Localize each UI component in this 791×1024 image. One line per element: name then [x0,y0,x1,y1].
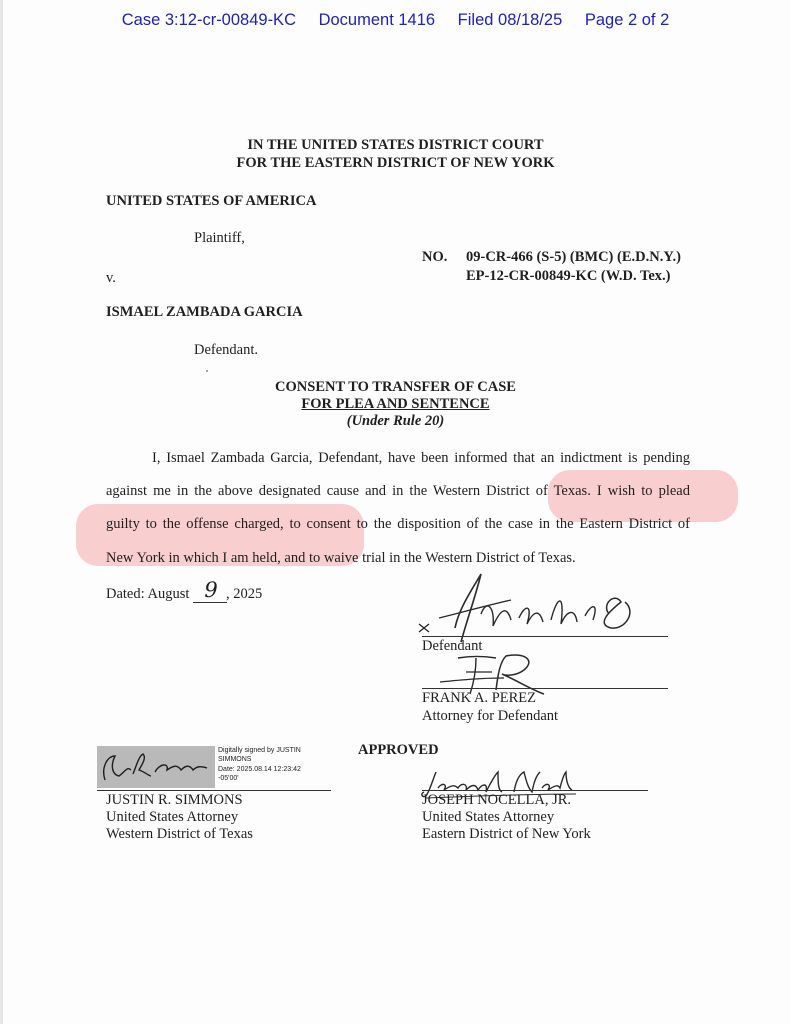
attorney-signature-line [422,688,668,689]
right-signer-title: United States Attorney [422,809,555,825]
case-number-label: NO. [422,249,448,265]
stamp-line-4: -05'00' [218,775,239,783]
header-page-number: Page 2 of 2 [584,11,670,29]
court-heading-line-1: IN THE UNITED STATES DISTRICT COURT [247,137,544,153]
title-line-2: FOR PLEA AND SENTENCE [301,396,490,412]
header-case-number: Case 3:12-cr-00849-KC [121,11,296,29]
digital-signature-block [97,746,215,788]
digital-signature-text [218,746,301,784]
plaintiff-role: Plaintiff, [194,230,245,246]
versus-label: v. [106,270,116,286]
right-signature-line [422,790,648,791]
stamp-line-2: SIMMONS [218,756,252,764]
scan-speck [206,370,208,372]
left-signature-line [97,790,331,791]
defendant-signature-line [422,636,668,637]
stamp-line-1: Digitally signed by JUSTIN [218,747,301,754]
body-line-4: New York in which I am held, and to waive trial in the Western District of Texas. [106,550,576,566]
left-signer-name: JUSTIN R. SIMMONS [106,792,243,808]
body-line-1: I, Ismael Zambada Garcia, Defendant, have been informed that an indictment is pending [152,450,690,466]
filing-header [0,11,791,30]
plaintiff-name: UNITED STATES OF AMERICA [106,193,317,209]
dated-suffix: , 2025 [226,586,263,602]
defendant-label: Defendant [422,638,483,654]
body-line-2: against me in the above designated cause and in the Western District of Texas. I wish to plead [106,483,690,499]
left-signer-district: Western District of Texas [106,826,253,842]
body-line-3: guilty to the offense charged, to consent to the disposition of the case in the Eastern District of [106,516,690,532]
dated-prefix: Dated: August [106,586,190,602]
title-line-1: CONSENT TO TRANSFER OF CASE [275,379,516,395]
attorney-name: FRANK A. PEREZ [422,690,537,706]
header-document-number: Document 1416 [318,11,436,29]
defendant-role: Defendant. [194,342,259,358]
dated-day-underline [193,602,227,603]
header-filed-date: Filed 08/18/25 [457,11,563,29]
case-number-wdtex: EP-12-CR-00849-KC (W.D. Tex.) [466,268,671,284]
court-heading-line-2: FOR THE EASTERN DISTRICT OF NEW YORK [236,155,555,171]
right-signer-name: JOSEPH NOCELLA, JR. [422,792,572,808]
dated-day-handwritten: 9 [204,578,218,602]
left-signer-title: United States Attorney [106,809,239,825]
simmons-signature [97,746,215,788]
approved-label: APPROVED [358,742,439,758]
right-signer-district: Eastern District of New York [422,826,591,842]
court-heading [0,136,791,172]
document-title [0,379,791,430]
stamp-line-3: Date: 2025.08.14 12:23:42 [218,765,301,773]
title-line-3: (Under Rule 20) [346,413,445,429]
defendant-name: ISMAEL ZAMBADA GARCIA [106,304,303,320]
attorney-title: Attorney for Defendant [422,708,559,724]
case-number-edny: 09-CR-466 (S-5) (BMC) (E.D.N.Y.) [466,249,681,265]
